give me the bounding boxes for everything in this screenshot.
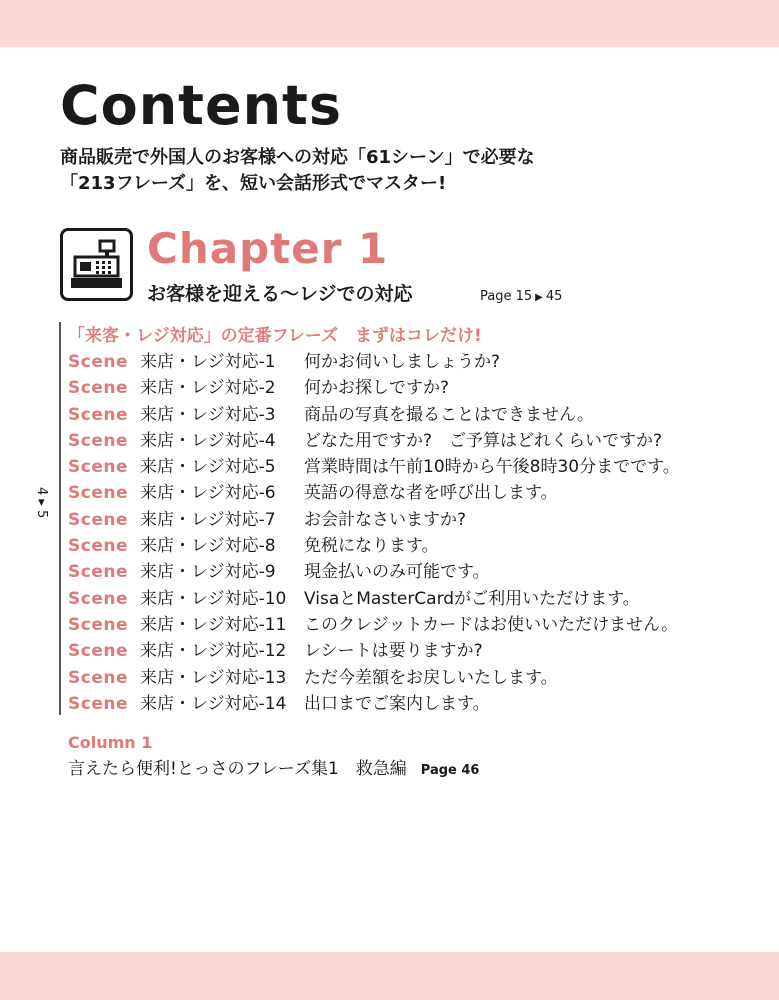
scene-phrase: 現金払いのみ可能です。 <box>304 562 490 583</box>
cash-register-graphic <box>69 237 124 292</box>
scene-phrase: 営業時間は午前10時から午後8時30分までです。 <box>304 457 680 478</box>
triangle-right-icon: ▶ <box>535 292 543 303</box>
scene-keyword: Scene <box>68 483 128 504</box>
scene-keyword: Scene <box>68 667 128 688</box>
subtitle-line-2: 「213フレーズ」を、短い会話形式でマスター! <box>60 173 447 194</box>
scene-code: 来店・レジ対応-3 <box>140 404 276 425</box>
scene-code: 来店・レジ対応-6 <box>140 483 276 504</box>
scene-code: 来店・レジ対応-12 <box>140 641 287 662</box>
section-divider <box>59 322 61 715</box>
bottom-color-band <box>0 952 779 1000</box>
scene-code: 来店・レジ対応-9 <box>140 562 276 583</box>
scene-keyword: Scene <box>68 536 128 557</box>
side-page-numbers: 4 ▸ 5 <box>34 487 49 519</box>
scene-keyword: Scene <box>68 588 128 609</box>
chapter-page-start: Page 15 <box>480 289 533 304</box>
scene-code: 来店・レジ対応-8 <box>140 536 276 557</box>
scene-row <box>68 507 768 533</box>
scene-row <box>68 586 768 612</box>
column-page: Page 46 <box>420 763 480 778</box>
scene-list <box>68 323 768 717</box>
scene-code: 来店・レジ対応-11 <box>140 614 287 635</box>
scene-row <box>68 375 768 401</box>
scene-keyword: Scene <box>68 562 128 583</box>
chapter-page-range <box>480 287 562 308</box>
scene-code: 来店・レジ対応-13 <box>140 667 287 688</box>
scene-phrase: 免税になります。 <box>304 536 439 557</box>
scene-code: 来店・レジ対応-10 <box>140 588 287 609</box>
scene-row <box>68 402 768 428</box>
scene-keyword: Scene <box>68 457 128 478</box>
scene-code: 来店・レジ対応-4 <box>140 430 276 451</box>
scene-row <box>68 480 768 506</box>
scene-row <box>68 665 768 691</box>
scene-phrase: 出口までご案内します。 <box>304 693 490 714</box>
cash-register-icon <box>60 228 133 301</box>
scene-keyword: Scene <box>68 378 128 399</box>
scene-code: 来店・レジ対応-7 <box>140 509 276 530</box>
scene-phrase: どなた用ですか? ご予算はどれくらいですか? <box>304 430 663 451</box>
scene-phrase: レシートは要りますか? <box>304 641 483 662</box>
scene-phrase: 何かお伺いしましょうか? <box>304 352 501 372</box>
scene-keyword: Scene <box>68 641 128 662</box>
scene-row <box>68 428 768 454</box>
scene-phrase: VisaとMasterCardがご利用いただけます。 <box>304 588 640 609</box>
scene-phrase: 商品の写真を撮ることはできません。 <box>304 404 595 425</box>
scene-keyword: Scene <box>68 430 128 451</box>
scene-row <box>68 454 768 480</box>
scene-row <box>68 533 768 559</box>
chapter-page-end: 45 <box>545 289 563 304</box>
column-title: 言えたら便利!とっさのフレーズ集1 救急編 <box>68 759 407 779</box>
page-subtitle <box>60 145 760 197</box>
column-label: Column 1 <box>68 733 153 752</box>
scene-row <box>68 612 768 638</box>
scene-keyword: Scene <box>68 693 128 714</box>
scene-phrase: 英語の得意な者を呼び出します。 <box>304 483 558 504</box>
subtitle-line-1: 商品販売で外国人のお客様への対応「61シーン」で必要な <box>60 147 535 168</box>
chapter-title: Chapter 1 <box>147 224 389 273</box>
scene-keyword: Scene <box>68 352 128 372</box>
scene-keyword: Scene <box>68 614 128 635</box>
chapter-subtitle: お客様を迎える〜レジでの対応 <box>147 283 413 305</box>
scene-phrase: ただ今差額をお戻しいたします。 <box>304 667 558 688</box>
scene-row <box>68 638 768 664</box>
scene-code: 来店・レジ対応-2 <box>140 378 276 399</box>
scene-row <box>68 691 768 717</box>
top-color-band <box>0 0 779 47</box>
scene-code: 来店・レジ対応-1 <box>140 352 276 372</box>
column-title-line <box>68 757 479 783</box>
scene-keyword: Scene <box>68 509 128 530</box>
scene-row <box>68 559 768 585</box>
scene-code: 来店・レジ対応-14 <box>140 693 287 714</box>
scene-keyword: Scene <box>68 404 128 425</box>
scene-row <box>68 349 768 375</box>
scene-phrase: お会計なさいますか? <box>304 509 467 530</box>
page-title: Contents <box>60 74 343 137</box>
list-heading: 「来客・レジ対応」の定番フレーズ まずはコレだけ! <box>68 326 482 346</box>
scene-phrase: このクレジットカードはお使いいただけません。 <box>304 614 679 635</box>
scene-code: 来店・レジ対応-5 <box>140 457 276 478</box>
scene-phrase: 何かお探しですか? <box>304 378 450 399</box>
